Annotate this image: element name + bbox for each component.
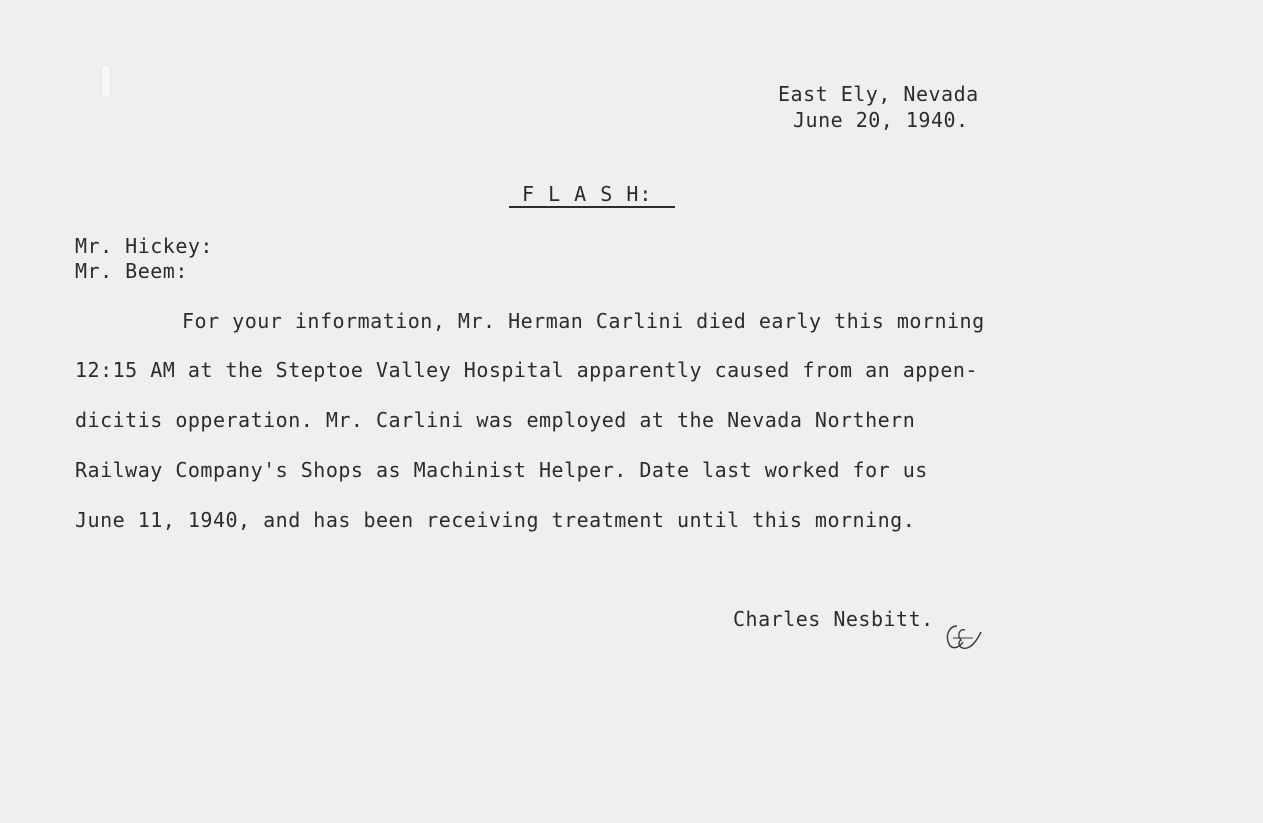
signature-name: Charles Nesbitt. [733,607,934,631]
recipient-2: Mr. Beem: [75,259,188,283]
body-line: Railway Company's Shops as Machinist Helper. Date last worked for us [75,458,928,482]
body-line: 12:15 AM at the Steptoe Valley Hospital apparently caused from an appen- [75,358,978,382]
document-title: F L A S H: [522,182,653,206]
title-underline [509,206,675,208]
paper-mark [102,66,110,96]
header-date: June 20, 1940. [793,108,969,132]
recipient-1: Mr. Hickey: [75,234,213,258]
body-line: June 11, 1940, and has been receiving treatment until this morning. [75,508,916,532]
body-line: dicitis opperation. Mr. Carlini was employed at the Nevada Northern [75,408,916,432]
body-line: For your information, Mr. Herman Carlini died early this morning [182,309,985,333]
handwritten-initials [943,620,985,654]
header-location: East Ely, Nevada [778,82,979,106]
